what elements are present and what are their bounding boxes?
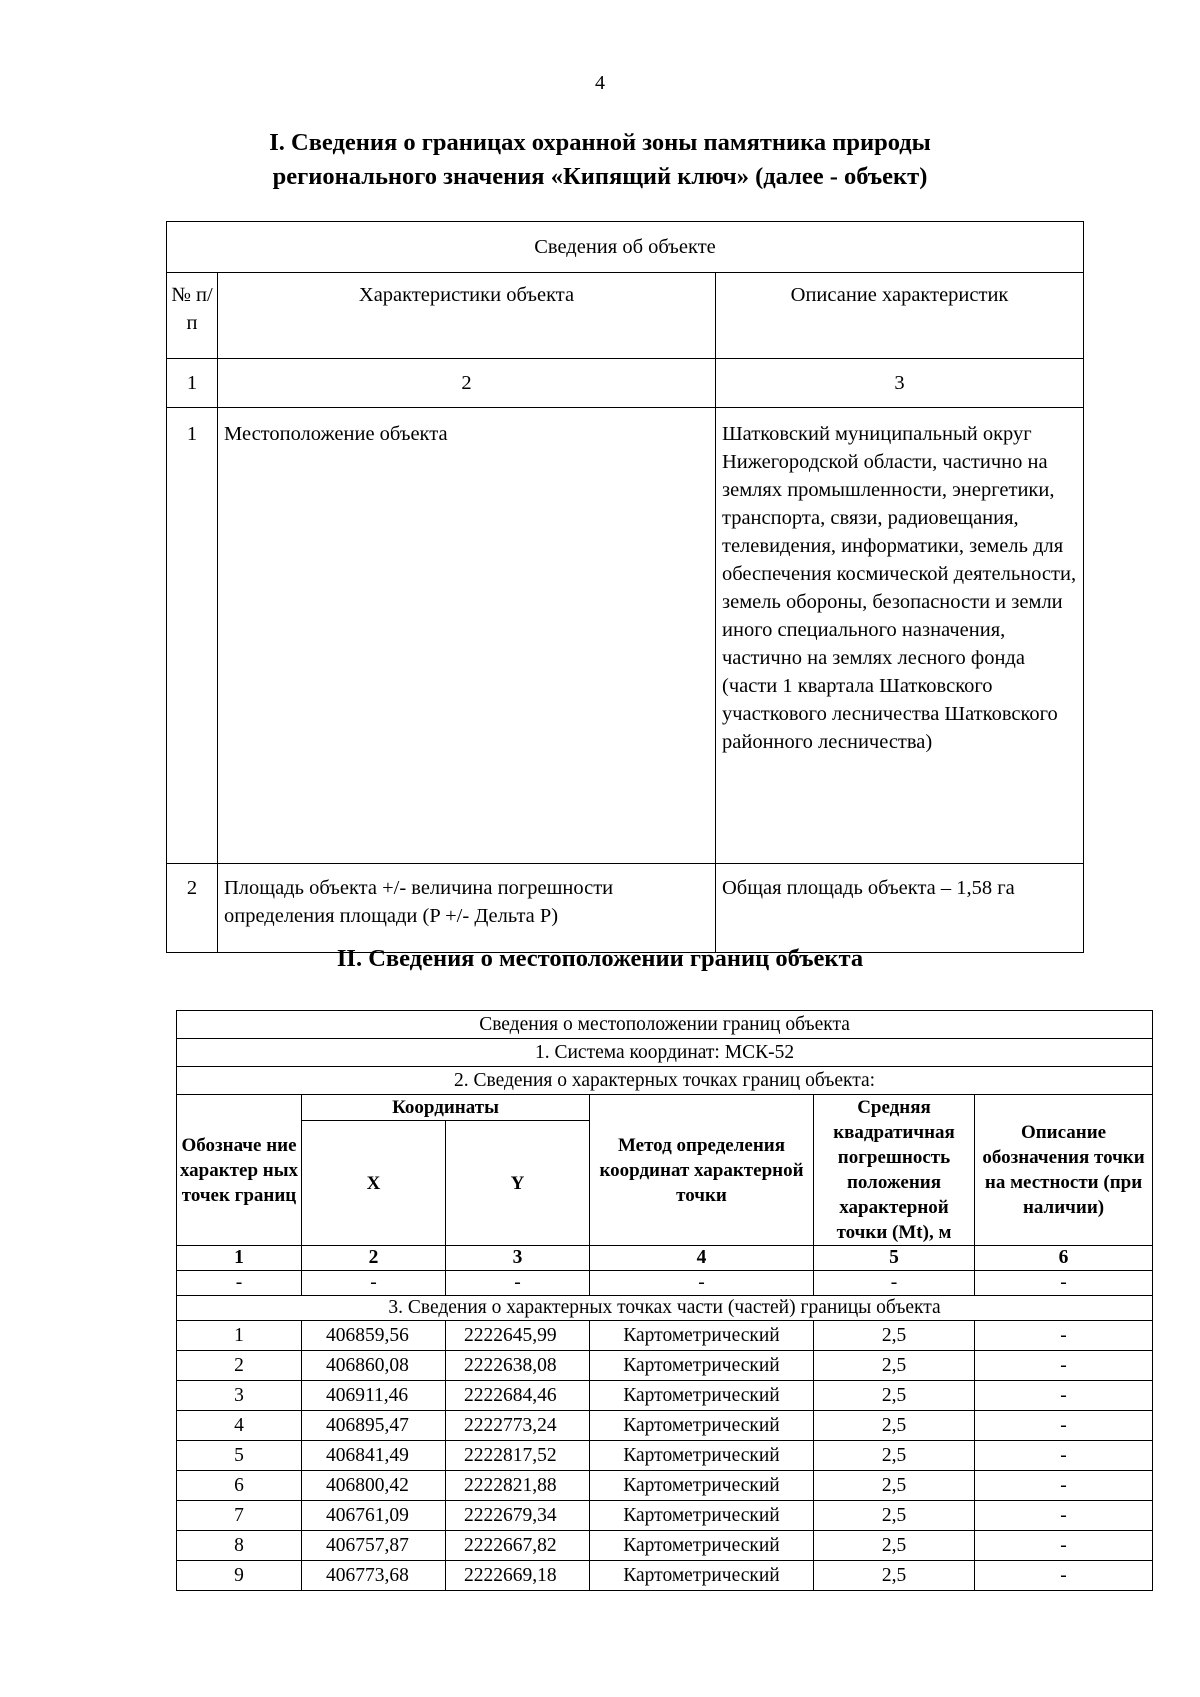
point-x: 406800,42 bbox=[302, 1471, 446, 1501]
header-designation: Обозначе ние характер ных точек границ bbox=[177, 1095, 302, 1246]
boundary-table-caption: Сведения о местоположении границ объекта bbox=[177, 1011, 1153, 1039]
row-index: 2 bbox=[167, 864, 218, 953]
table-row bbox=[177, 1471, 1153, 1501]
point-x: 406757,87 bbox=[302, 1531, 446, 1561]
table-row bbox=[177, 1441, 1153, 1471]
point-error: 2,5 bbox=[814, 1381, 975, 1411]
dash-cell: - bbox=[814, 1271, 975, 1296]
point-description: - bbox=[975, 1441, 1153, 1471]
dash-cell: - bbox=[302, 1271, 446, 1296]
point-error: 2,5 bbox=[814, 1561, 975, 1591]
col-number: 2 bbox=[218, 359, 716, 408]
section-1-title bbox=[0, 126, 1200, 194]
point-y: 2222817,52 bbox=[446, 1441, 590, 1471]
point-error: 2,5 bbox=[814, 1501, 975, 1531]
point-y: 2222667,82 bbox=[446, 1531, 590, 1561]
point-error: 2,5 bbox=[814, 1321, 975, 1351]
point-number: 1 bbox=[177, 1321, 302, 1351]
table-row bbox=[177, 1411, 1153, 1441]
point-x: 406773,68 bbox=[302, 1561, 446, 1591]
point-y: 2222669,18 bbox=[446, 1561, 590, 1591]
header-method: Метод определения координат характерной точки bbox=[590, 1095, 814, 1246]
dash-cell: - bbox=[177, 1271, 302, 1296]
point-x: 406841,49 bbox=[302, 1441, 446, 1471]
object-info-caption: Сведения об объекте bbox=[167, 222, 1084, 273]
point-y: 2222684,46 bbox=[446, 1381, 590, 1411]
table-row bbox=[177, 1381, 1153, 1411]
point-number: 2 bbox=[177, 1351, 302, 1381]
boundary-points-table bbox=[176, 1010, 1153, 1591]
row-characteristic: Площадь объекта +/- величина погрешности определения площади (P +/- Дельта P) bbox=[218, 864, 716, 953]
section-1-title-line-2: регионального значения «Кипящий ключ» (далее - объект) bbox=[272, 163, 928, 190]
point-number: 8 bbox=[177, 1531, 302, 1561]
point-method: Картометрический bbox=[590, 1501, 814, 1531]
point-number: 3 bbox=[177, 1381, 302, 1411]
point-error: 2,5 bbox=[814, 1351, 975, 1381]
point-x: 406761,09 bbox=[302, 1501, 446, 1531]
point-description: - bbox=[975, 1501, 1153, 1531]
col-number: 4 bbox=[590, 1246, 814, 1271]
point-method: Картометрический bbox=[590, 1381, 814, 1411]
coordinate-system: 1. Система координат: МСК-52 bbox=[177, 1039, 1153, 1067]
point-error: 2,5 bbox=[814, 1531, 975, 1561]
point-y: 2222638,08 bbox=[446, 1351, 590, 1381]
table-row bbox=[177, 1321, 1153, 1351]
point-description: - bbox=[975, 1351, 1153, 1381]
table-row bbox=[167, 408, 1084, 864]
point-method: Картометрический bbox=[590, 1531, 814, 1561]
page-number: 4 bbox=[595, 72, 605, 94]
table-row bbox=[177, 1531, 1153, 1561]
point-number: 5 bbox=[177, 1441, 302, 1471]
point-method: Картометрический bbox=[590, 1321, 814, 1351]
point-number: 9 bbox=[177, 1561, 302, 1591]
table-row bbox=[177, 1351, 1153, 1381]
dash-cell: - bbox=[590, 1271, 814, 1296]
point-method: Картометрический bbox=[590, 1411, 814, 1441]
point-y: 2222773,24 bbox=[446, 1411, 590, 1441]
point-y: 2222821,88 bbox=[446, 1471, 590, 1501]
point-error: 2,5 bbox=[814, 1411, 975, 1441]
col-number: 5 bbox=[814, 1246, 975, 1271]
parts-title: 3. Сведения о характерных точках части (частей) границы объекта bbox=[177, 1296, 1153, 1321]
point-description: - bbox=[975, 1531, 1153, 1561]
header-y: Y bbox=[446, 1121, 590, 1246]
point-number: 7 bbox=[177, 1501, 302, 1531]
header-coordinates: Координаты bbox=[302, 1095, 590, 1121]
point-error: 2,5 bbox=[814, 1441, 975, 1471]
point-number: 6 bbox=[177, 1471, 302, 1501]
col-number: 1 bbox=[177, 1246, 302, 1271]
point-y: 2222645,99 bbox=[446, 1321, 590, 1351]
section-1-title-line-1: I. Сведения о границах охранной зоны памятника природы bbox=[269, 129, 931, 156]
col-number: 3 bbox=[716, 359, 1084, 408]
point-description: - bbox=[975, 1471, 1153, 1501]
point-method: Картометрический bbox=[590, 1441, 814, 1471]
header-description: Описание характеристик bbox=[716, 273, 1084, 359]
points-title: 2. Сведения о характерных точках границ объекта: bbox=[177, 1067, 1153, 1095]
header-point-description: Описание обозначения точки на местности (при наличии) bbox=[975, 1095, 1153, 1246]
col-number: 1 bbox=[167, 359, 218, 408]
point-x: 406895,47 bbox=[302, 1411, 446, 1441]
header-characteristic: Характеристики объекта bbox=[218, 273, 716, 359]
dash-cell: - bbox=[446, 1271, 590, 1296]
point-description: - bbox=[975, 1411, 1153, 1441]
row-characteristic: Местоположение объекта bbox=[218, 408, 716, 864]
point-error: 2,5 bbox=[814, 1471, 975, 1501]
point-x: 406911,46 bbox=[302, 1381, 446, 1411]
header-error: Средняя квадратичная погрешность положения характерной точки (Mt), м bbox=[814, 1095, 975, 1246]
object-info-table bbox=[166, 221, 1084, 953]
point-number: 4 bbox=[177, 1411, 302, 1441]
table-row bbox=[177, 1561, 1153, 1591]
table-row bbox=[167, 864, 1084, 953]
row-description: Шатковский муниципальный округ Нижегородской области, частично на землях промышленности, энергетики, транспорта, связи, радиовещания, телевидения, информатики, земель для обеспечения космической деятельности, земель обороны, безопасности и земли иного специального назначения, частично на землях лесного фонда (части 1 квартала Шатковского участкового лесничества Шатковского районного лесничества) bbox=[716, 408, 1084, 864]
point-x: 406860,08 bbox=[302, 1351, 446, 1381]
point-description: - bbox=[975, 1321, 1153, 1351]
row-index: 1 bbox=[167, 408, 218, 864]
col-number: 2 bbox=[302, 1246, 446, 1271]
dash-cell: - bbox=[975, 1271, 1153, 1296]
point-y: 2222679,34 bbox=[446, 1501, 590, 1531]
row-description: Общая площадь объекта – 1,58 га bbox=[716, 864, 1084, 953]
point-description: - bbox=[975, 1561, 1153, 1591]
point-method: Картометрический bbox=[590, 1351, 814, 1381]
point-method: Картометрический bbox=[590, 1561, 814, 1591]
table-row bbox=[177, 1501, 1153, 1531]
section-2-title: II. Сведения о местоположении границ объекта bbox=[336, 945, 864, 972]
col-number: 3 bbox=[446, 1246, 590, 1271]
point-method: Картометрический bbox=[590, 1471, 814, 1501]
header-index: № п/п bbox=[167, 273, 218, 359]
col-number: 6 bbox=[975, 1246, 1153, 1271]
point-description: - bbox=[975, 1381, 1153, 1411]
header-x: X bbox=[302, 1121, 446, 1246]
point-x: 406859,56 bbox=[302, 1321, 446, 1351]
